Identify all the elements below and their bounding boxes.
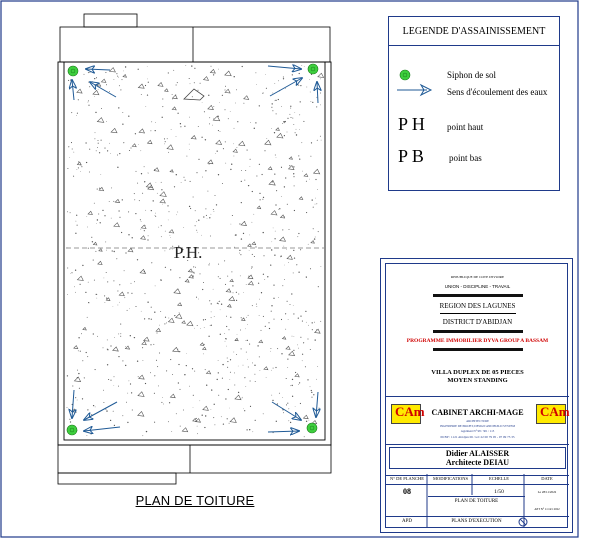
top-outline [60,14,330,62]
sheet-number: 08 [403,487,411,496]
sheet-ref: APT N° 11 Oct 2022 [534,507,560,511]
plan-title: PLAN DE TOITURE [135,493,255,508]
flow-arrow-icon [316,392,318,417]
title-block [380,258,573,533]
cabinet-name: CABINET ARCHI-MAGE [431,408,524,417]
architect-name: Didier ALAISSER [445,449,510,458]
flow-arrow-icon [317,82,318,103]
flow-arrow-icon [90,82,116,97]
legend-drain-label: Siphon de sol [447,70,497,80]
header-modifications: MODIFICATIONS [432,476,468,481]
flow-arrow-icon [84,427,120,431]
republic-text: REPUBLIQUE DE COTE D'IVOIRE [450,275,505,279]
legend-ph-label: point haut [447,122,484,132]
legend-title: LEGENDE D'ASSAINISSEMENT [389,17,559,46]
ridge-label: P.H. [174,243,203,262]
cabinet-detail-3: 06 BP : 1121 Abidjan 06 / tel: 22 00 79 05 - 07 09 75 35 [440,435,515,439]
project-line1: VILLA DUPLEX DE 05 PIECES [431,369,524,376]
header-date: DATE [541,476,553,481]
table-grid [385,263,568,528]
legend-pb-symbol: P B [398,146,424,166]
header-scale: ECHELLE [489,476,509,481]
legend-box [388,16,560,191]
cabinet-detail-2: Agrément N° 98 / 301 / 115 [460,429,495,433]
flow-arrow-icon [84,402,117,420]
legend-ph-symbol: P H [398,114,425,134]
motto-text: UNION - DISCIPLINE - TRAVAIL [444,284,511,289]
flow-arrow-icon [268,66,301,69]
drain-icon [68,66,78,76]
project-line2: MOYEN STANDING [447,377,508,384]
phase-label: PLANS D'EXECUTION [451,519,502,524]
scale-value: 1/50 [494,489,504,495]
flow-arrow-icon [86,69,110,70]
flow-arrow-icon [270,78,302,96]
drain-icon [307,423,317,433]
drain-icon [308,64,318,74]
flow-arrow-icon [268,431,299,432]
flow-arrow-icon [395,83,435,97]
cabinet-logo-right: CAm [536,404,566,424]
vent-symbol [184,89,204,100]
legend-flow-label: Sens d'écoulement des eaux [447,87,548,97]
sheet-title: PLAN DE TOITURE [454,499,499,504]
phase-code: APD [401,519,412,524]
cabinet-sub: ARCHITECTURE [466,419,489,423]
header-sheet-number: N° DE PLANCHE [389,476,425,481]
cabinet-detail-1: INGENIERIE DE PROJET, DESIGN AND BUILD SYSTEM [439,424,516,428]
architect-title: Architecte DEIAU [445,458,510,467]
date-value: Le 28/11/2022 [537,490,557,494]
bottom-outline [58,445,331,484]
drain-icon [398,68,412,82]
flow-arrow-icon [72,80,74,100]
cabinet-logo-left: CAm [391,404,421,424]
district-text: DISTRICT D'ABIDJAN [442,318,513,326]
region-text: REGION DES LAGUNES [439,302,516,310]
program-text: PROGRAMME IMMOBILIER DYVA GROUP A BASSAM [406,338,549,344]
legend-pb-label: point bas [449,153,482,163]
drain-icon [67,425,77,435]
